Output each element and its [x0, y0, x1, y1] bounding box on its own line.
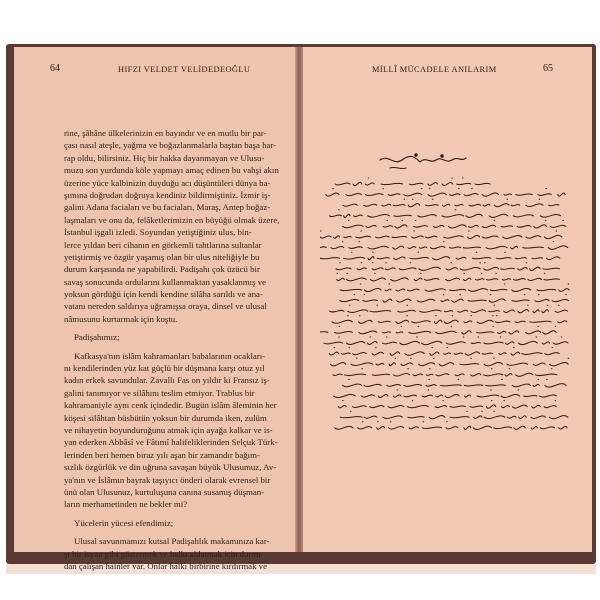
text-line: savaş sonucunda ordularını kullanmaktan yasaklanmış ve	[64, 276, 267, 287]
handwritten-ottoman-letter-image	[320, 150, 580, 440]
text-line: yetiştirmiş ve özgür yaşamış olan bir ulus niteliğiyle bu	[64, 251, 260, 262]
text-line: muzu son yurdunda köle yapmayı amaç edinen bu vahşi akın	[64, 165, 279, 176]
handwriting-stroke-row	[335, 178, 490, 186]
handwriting-stroke-row	[334, 390, 557, 398]
handwriting-stroke-row	[342, 220, 565, 228]
text-line: vatanı nereden saldırıya uğramışsa oraya, dinsel ve ulusal	[64, 301, 267, 312]
text-line: üzerine yüce kalbinizin duyduğu acı düşüntüleri dünya ba-	[64, 177, 271, 188]
handwriting-stroke-row	[320, 326, 556, 334]
handwriting-stroke-row	[336, 263, 560, 271]
handwriting-stroke-row	[333, 369, 557, 377]
text-line: sızlık özgürlük ve din uğruna savaşan büyük Ulusumuz, Av-	[64, 462, 277, 473]
handwriting-stroke-row	[320, 231, 562, 239]
text-line: kadın erkek savundular. Zavallı Fas on yıldır ki Fransız iş-	[64, 375, 270, 386]
text-line: yoksun gördüğü için kendi kendine silâha sarıldı ve ana-	[64, 289, 263, 300]
right-running-header: MİLLÎ MÜCADELE ANILARIM	[372, 65, 497, 74]
text-line: Ulusal savunmamızı kutsal Padişahlık makamınıza kar-	[74, 536, 270, 547]
text-line: lerce yıldan beri cihanın en görkemli tahtlarına sultanlar	[64, 239, 262, 250]
handwriting-stroke-row	[320, 242, 568, 250]
handwriting-stroke-row	[326, 189, 565, 197]
text-line: ya'nın ve İslâmın bayrak taşıyıcı önderi olarak evrensel bir	[64, 474, 271, 485]
handwriting-stroke-row	[340, 295, 569, 303]
handwriting-stroke-row	[338, 401, 556, 409]
text-line: ların merhametinden ne bekler mi?	[64, 499, 188, 510]
text-line: yan ederken Abbâsî ve Fâtımî halifeliklerinden Selçuk Türk-	[64, 437, 278, 448]
handwriting-stroke-row	[343, 199, 559, 207]
book-gutter	[295, 47, 303, 552]
handwriting-stroke-row	[329, 348, 559, 356]
handwriting-stroke-row	[331, 358, 569, 366]
text-line: şı bir isyan gibi göstermek ve halkı aldatmak için durmı-	[64, 548, 264, 559]
text-line: Yücelerin yücesi efendimiz;	[74, 517, 174, 528]
text-line: çası nasıl ateşle, yağma ve boğazlanmalarla baştan başa har-	[64, 140, 277, 151]
handwriting-stroke-row	[320, 252, 560, 260]
text-line: Padişahımız;	[74, 332, 120, 343]
handwriting-stroke-row	[329, 210, 560, 218]
left-page-number: 64	[50, 63, 60, 74]
handwriting-stroke-row	[324, 337, 568, 345]
text-line: Kafkasya'nın islâm kahramanları babalarının ocakları-	[74, 350, 266, 361]
text-line: laşmaları ve onu da, felâketlerimizin en büyüğü olmak üzere,	[64, 214, 280, 225]
text-line: lerinden beri hemen biraz yılı aşan bir zamandır bağım-	[64, 449, 260, 460]
text-line: rap oldu, bilirsiniz. Hiç bir hakka dayanmayan ve Ulusu-	[64, 152, 265, 163]
text-line: ve nihayetin boyunduruğunu atmak için ayağa kalkar ve is-	[64, 424, 273, 435]
text-line: İstanbul işgali izledi. Soyundan yetiştiğiniz ulus, bin-	[64, 227, 252, 238]
text-line: galini Adana faciaları ve bu faciaları, Maraş, Antep boğaz-	[64, 202, 271, 213]
text-line: nı kendilerinden yüz kat güçlü bir düşmana karşı otuz yıl	[64, 363, 265, 374]
text-line: ünü olan Ulusunuz, kurtuluşuna canına susamış düşman-	[64, 486, 265, 497]
handwriting-stroke-row	[340, 284, 569, 292]
text-line: köşesi silâhtan büsbütün yoksun bir durumda iken, zulüm	[64, 412, 267, 423]
text-line: şımına doğrudan doğruya kendiniz bildirmiştiniz. İzmir iş-	[64, 189, 271, 200]
text-line: durum karşısında ne yapabilirdi. Padişahı çok üzücü bir	[64, 264, 260, 275]
handwriting-stroke-row	[335, 422, 567, 430]
handwriting-stroke-row	[342, 379, 566, 387]
handwriting-stroke-row	[332, 316, 567, 324]
handwriting-stroke-row	[337, 273, 560, 281]
handwriting-stroke-row	[330, 305, 568, 313]
text-line: rine, şâhâne ülkelerinizin en bayındır ve en mutlu bir par-	[64, 128, 267, 138]
text-line: kahramaniyle aynı cenk içindedir. Bugün islâm âleminin her	[64, 400, 277, 411]
left-running-header: HIFZI VELDET VELİDEDEOĞLU	[118, 65, 251, 74]
text-line: nâmusunu kurtarmak için koştu.	[64, 313, 178, 324]
right-page-number: 65	[543, 63, 553, 74]
text-line: dan çalışan hainler var. Onlar halkı birbirine kırdırmak ve	[64, 560, 267, 571]
handwriting-stroke-row	[340, 411, 568, 419]
left-page-body-text	[64, 127, 290, 572]
text-line: galini tanımıyor ve silâhını teslim etmiyor. Trablus bir	[64, 387, 255, 398]
